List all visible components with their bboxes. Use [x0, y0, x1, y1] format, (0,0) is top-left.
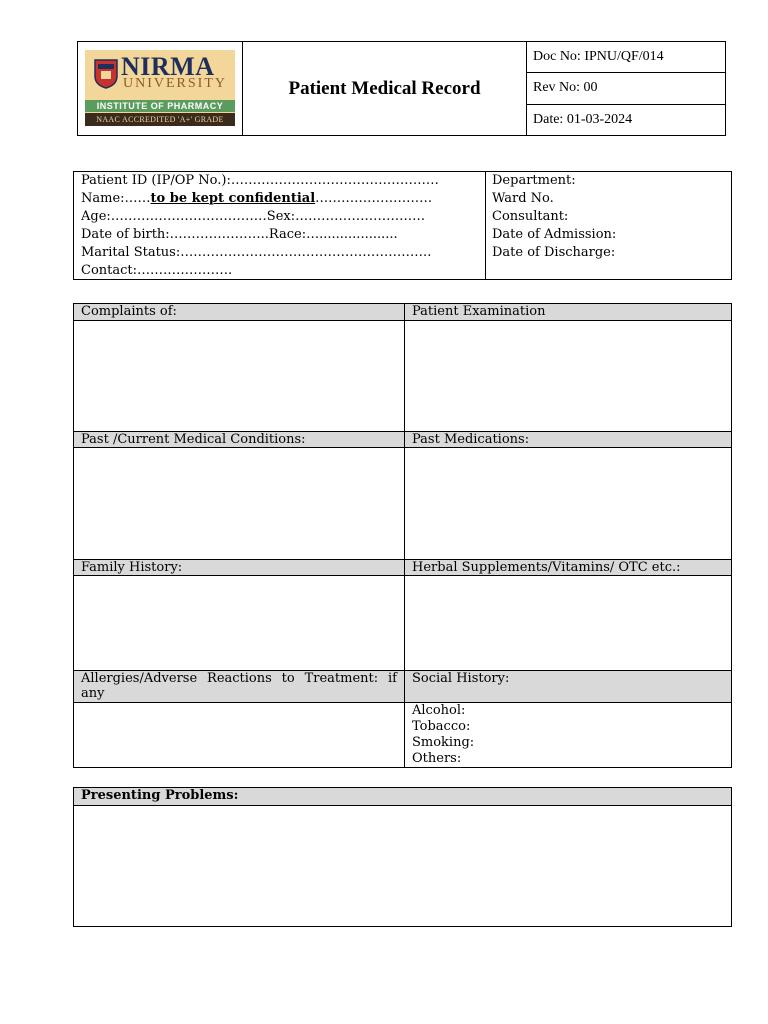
name-field — [81, 190, 485, 208]
alcohol-label: Alcohol: — [412, 703, 466, 718]
title-cell — [243, 42, 527, 135]
others-label: Others: — [412, 751, 462, 766]
presenting-problems-header: Presenting Problems: — [74, 788, 731, 806]
logo-university: UNIVERSITY — [123, 76, 227, 91]
medical-history-table — [73, 303, 732, 768]
social-history-header: Social History: — [405, 671, 731, 702]
discharge-date-field: Date of Discharge: — [492, 245, 616, 260]
logo-name: NIRMA — [121, 52, 215, 81]
presenting-problems-box — [73, 787, 732, 927]
patient-id-field: Patient ID (IP/OP No.):………………………………………… — [81, 173, 439, 188]
herbal-field[interactable] — [405, 576, 731, 670]
past-medications-field[interactable] — [405, 448, 731, 559]
herbal-header: Herbal Supplements/Vitamins/ OTC etc.: — [412, 560, 681, 575]
past-conditions-header: Past /Current Medical Conditions: — [74, 432, 405, 447]
admission-date-field: Date of Admission: — [492, 227, 617, 242]
past-medications-header: Past Medications: — [412, 432, 530, 447]
past-conditions-field[interactable] — [74, 448, 405, 559]
contact-field: Contact:…………………. — [81, 263, 233, 278]
family-history-field[interactable] — [74, 576, 405, 670]
logo-cell — [78, 42, 243, 135]
presenting-problems-field[interactable] — [74, 806, 731, 926]
consultant-field: Consultant: — [492, 209, 569, 224]
marital-status-field: Marital Status:…………………………………………………. — [81, 245, 432, 260]
confidential-note: to be kept confidential — [150, 191, 316, 206]
name-suffix: ……………………… — [315, 191, 433, 206]
name-prefix: Name:…… — [81, 191, 151, 206]
table-row — [74, 304, 731, 321]
patient-info-right — [486, 172, 731, 279]
document-header — [77, 41, 726, 136]
ward-no-field: Ward No. — [492, 191, 554, 206]
table-row — [74, 432, 731, 448]
examination-header: Patient Examination — [412, 304, 546, 319]
complaints-header: Complaints of: — [74, 304, 405, 320]
crest-icon — [94, 59, 118, 89]
document-title: Patient Medical Record — [288, 77, 481, 99]
table-row — [74, 448, 731, 560]
social-history-field — [405, 703, 731, 767]
complaints-field[interactable] — [74, 321, 405, 431]
tobacco-label: Tobacco: — [412, 719, 471, 734]
table-row — [74, 671, 731, 703]
table-row — [74, 576, 731, 671]
smoking-label: Smoking: — [412, 735, 475, 750]
dob-race-field: Date of birth:…………………..Race:…................... — [81, 227, 398, 242]
age-sex-field: Age:………………………………Sex:………………………… — [81, 209, 426, 224]
table-row — [74, 560, 731, 576]
document-meta — [527, 42, 725, 135]
revision-number: Rev No: 00 — [527, 73, 725, 104]
logo-institute: INSTITUTE OF PHARMACY — [85, 100, 235, 112]
table-row — [74, 703, 731, 767]
department-field: Department: — [492, 173, 576, 188]
allergies-header: Allergies/Adverse Reactions to Treatment: if any — [74, 671, 405, 702]
table-row — [74, 321, 731, 432]
doc-number: Doc No: IPNU/QF/014 — [527, 42, 725, 73]
patient-info-box — [73, 171, 732, 280]
family-history-header: Family History: — [74, 560, 405, 575]
examination-field[interactable] — [405, 321, 731, 431]
document-date: Date: 01-03-2024 — [533, 111, 633, 127]
patient-info-left — [74, 172, 486, 279]
logo-accreditation: NAAC ACCREDITED 'A+' GRADE — [85, 113, 235, 126]
nirma-university-logo — [85, 50, 235, 126]
allergies-field[interactable] — [74, 703, 405, 767]
